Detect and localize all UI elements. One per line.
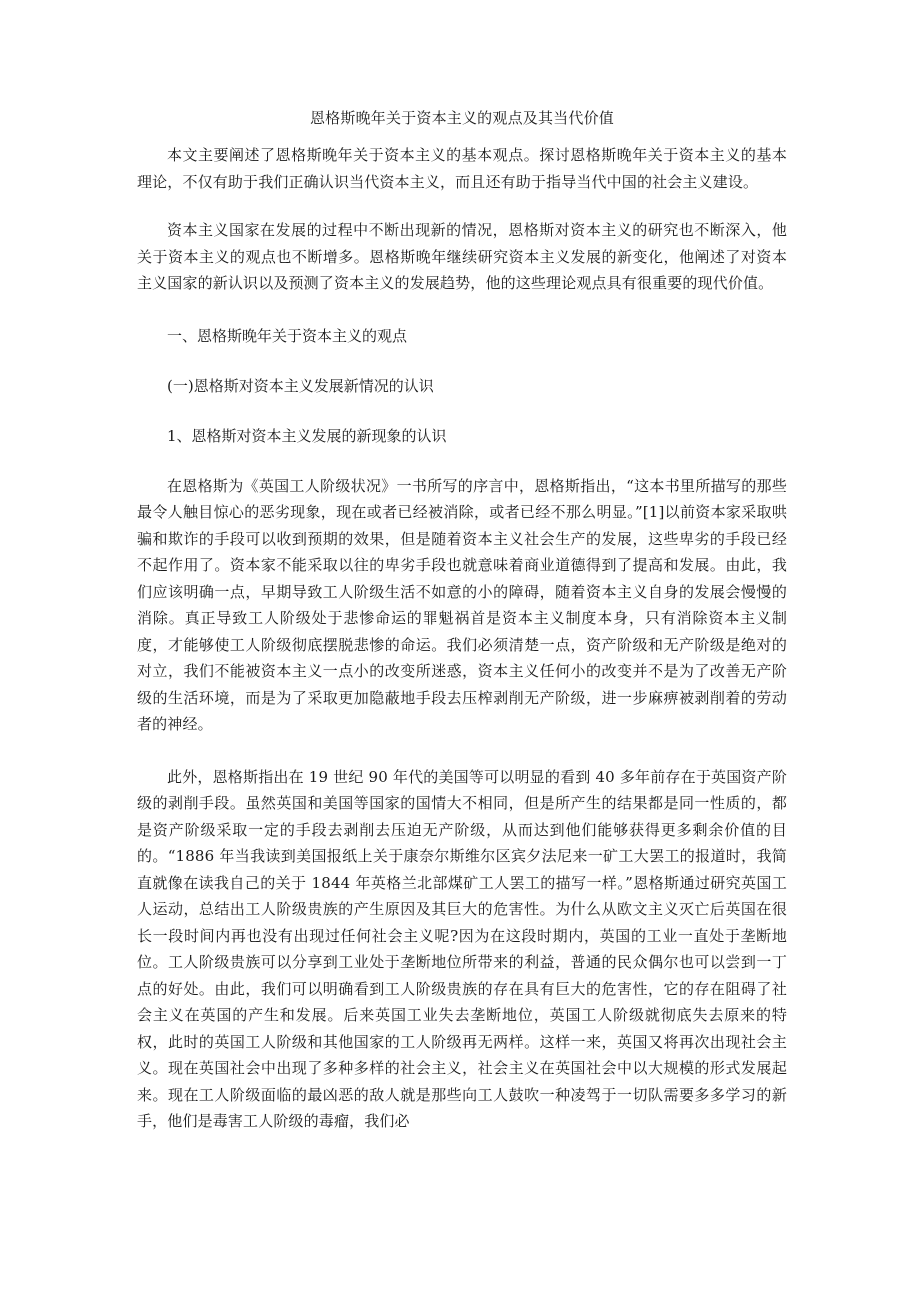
- document-page: [137, 108, 787, 1135]
- section-heading: 一、恩格斯晚年关于资本主义的观点: [167, 326, 408, 345]
- point-heading: 1、恩格斯对资本主义发展的新现象的认识: [167, 426, 447, 445]
- document-title: 恩格斯晚年关于资本主义的观点及其当代价值: [309, 109, 614, 127]
- body-paragraph-1: 在恩格斯为《英国工人阶级状况》一书所写的序言中，恩格斯指出，“这本书里所描写的那些最令人触目惊心的恶劣现象，现在或者已经被消除，或者已经不那么明显。”[1]以前资本家采取哄骗和欺诈的手段可以收到预期的效果，但是随着资本主义社会生产的发展，这些卑劣的手段已经不起作用了。资本家不能采取以往的卑劣手段也就意味着商业道德得到了提高和发展。由此，我们应该明确一点，早期导致工人阶级生活不如意的小的障碍，随着资本主义自身的发展会慢慢的消除。真正导致工人阶级处于悲惨命运的罪魁祸首是资本主义制度本身，只有消除资本主义制度，才能够使工人阶级彻底摆脱悲惨的命运。我们必须清楚一点，资产阶级和无产阶级是绝对的对立，我们不能被资本主义一点小的改变所迷惑，资本主义任何小的改变并不是为了改善无产阶级的生活环境，而是为了采取更加隐蔽地手段去压榨剥削无产阶级，进一步麻痹被剥削着的劳动者的神经。: [137, 476, 787, 733]
- body-paragraph-2: 此外，恩格斯指出在 19 世纪 90 年代的美国等可以明显的看到 40 多年前存在于英国资产阶级的剥削手段。虽然英国和美国等国家的国情大不相同，但是所产生的结果都是同一性质的，都是资产阶级采取一定的手段去剥削去压迫无产阶级，从而达到他们能够获得更多剩余价值的目的。“1886 年当我读到美国报纸上关于康奈尔斯维尔区宾夕法尼来一矿工大罢工的报道时，我简直就像在读我自己的关于 1844 年英格兰北部煤矿工人罢工的描写一样。”恩格斯通过研究英国工人运动，总结出工人阶级贵族的产生原因及其巨大的危害性。为什么从欧文主义灭亡后英国在很长一段时间内再也没有出现过任何社会主义呢?因为在这段时期内，英国的工业一直处于垄断地位。工人阶级贵族可以分享到工业处于垄断地位所带来的利益，普通的民众偶尔也可以尝到一丁点的好处。由此，我们可以明确看到工人阶级贵族的存在具有巨大的危害性，它的存在阻碍了社会主义在英国的产生和发展。后来英国工业失去垄断地位，英国工人阶级就彻底失去原来的特权，此时的英国工人阶级和其他国家的工人阶级再无两样。这样一来，英国又将再次出现社会主义。现在英国社会中出现了多种多样的社会主义，社会主义在英国社会中以大规模的形式发展起来。现在工人阶级面临的最凶恶的敌人就是那些向工人鼓吹一种凌驾于一切队需要多多学习的新手，他们是毒害工人阶级的毒瘤，我们必: [137, 767, 787, 1130]
- subsection-heading: (一)恩格斯对资本主义发展新情况的认识: [167, 376, 434, 395]
- intro-paragraph: 资本主义国家在发展的过程中不断出现新的情况，恩格斯对资本主义的研究也不断深入，他关于资本主义的观点也不断增多。恩格斯晚年继续研究资本主义发展的新变化，他阐述了对资本主义国家的新认识以及预测了资本主义的发展趋势，他的这些理论观点具有很重要的现代价值。: [137, 221, 787, 292]
- abstract-paragraph: 本文主要阐述了恩格斯晚年关于资本主义的基本观点。探讨恩格斯晚年关于资本主义的基本理论，不仅有助于我们正确认识当代资本主义，而且还有助于指导当代中国的社会主义建设。: [137, 146, 787, 191]
